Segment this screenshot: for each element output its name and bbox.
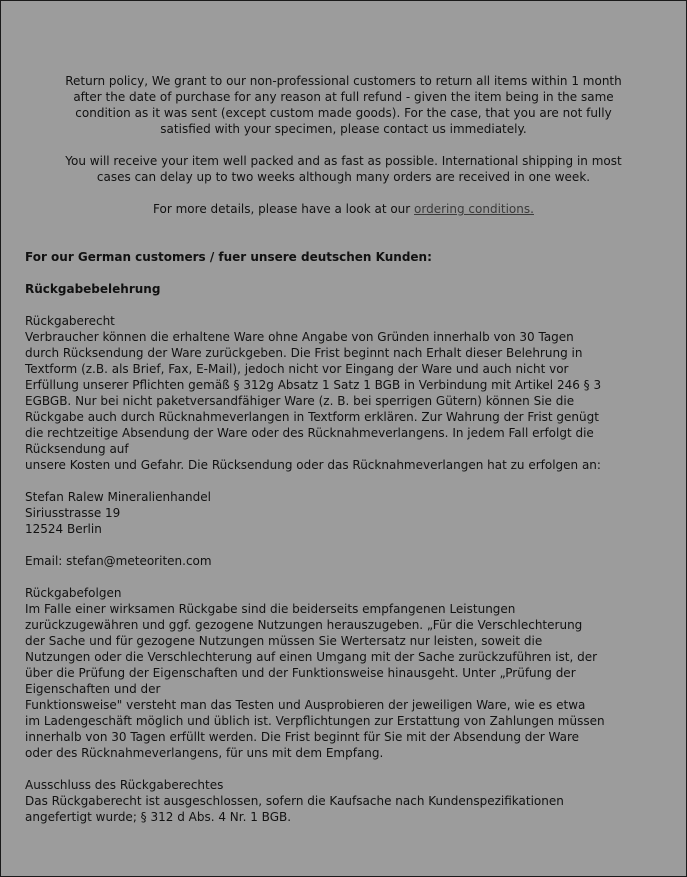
text-line: Nutzungen oder die Verschlechterung auf einen Umgang mit der Sache zurückzuführen ist, der — [25, 650, 598, 664]
text-line: after the date of purchase for any reason at full refund - given the item being in the same — [73, 90, 614, 104]
text-line: unsere Kosten und Gefahr. Die Rücksendung oder das Rücknahmeverlangen hat zu erfolgen an: — [25, 458, 601, 472]
section-heading: Rückgabefolgen — [25, 586, 122, 600]
text-line: Rücksendung auf — [25, 442, 129, 456]
text-line: satisfied with your specimen, please contact us immediately. — [160, 122, 527, 136]
section-heading: Ausschluss des Rückgaberechtes — [25, 778, 224, 792]
text-line: zurückzugewähren und ggf. gezogene Nutzungen herauszugeben. „Für die Verschlechterung — [25, 618, 583, 632]
text-line: Rückgabe auch durch Rücknahmeverlangen in Textform erklären. Zur Wahrung der Frist genügt — [25, 410, 599, 424]
text-line: innerhalb von 30 Tagen erfüllt werden. Die Frist beginnt für Sie mit der Absendung der Ware — [25, 730, 580, 744]
german-customers-heading: For our German customers / fuer unsere deutschen Kunden: — [25, 250, 432, 264]
text-line: angefertigt wurde; § 312 d Abs. 4 Nr. 1 BGB. — [25, 810, 292, 824]
return-policy-paragraph — [1, 73, 686, 137]
rueckgabefolgen-section — [1, 585, 686, 761]
email-text: Email: stefan@meteoriten.com — [25, 554, 212, 568]
text-line: durch Rücksendung der Ware zurückgeben. Die Frist beginnt nach Erhalt dieser Belehrung in — [25, 346, 583, 360]
text-line: die rechtzeitige Absendung der Ware oder des Rücknahmeverlangens. In jedem Fall erfolgt die — [25, 426, 594, 440]
rueckgaberecht-section — [1, 313, 686, 473]
street: Siriusstrasse 19 — [25, 506, 121, 520]
details-paragraph — [1, 201, 686, 217]
text-line: Das Rückgaberecht ist ausgeschlossen, sofern die Kaufsache nach Kundenspezifikationen — [25, 794, 564, 808]
text-line: Eigenschaften und der — [25, 682, 161, 696]
text-line: EGBGB. Nur bei nicht paketversandfähiger Ware (z. B. bei sperrigen Gütern) können Sie die — [25, 394, 575, 408]
section-heading: Rückgaberecht — [25, 314, 115, 328]
rueckgabebelehrung-title: Rückgabebelehrung — [25, 282, 161, 296]
text-line: You will receive your item well packed and as fast as possible. International shipping in most — [65, 154, 622, 168]
address-block — [1, 489, 686, 537]
details-text: For more details, please have a look at our — [153, 202, 415, 216]
text-line: Textform (z.B. als Brief, Fax, E-Mail), jedoch nicht vor Eingang der Ware und auch nicht vor — [25, 362, 569, 376]
text-line: Im Falle einer wirksamen Rückgabe sind die beiderseits empfangenen Leistungen — [25, 602, 516, 616]
text-line: cases can delay up to two weeks although many orders are received in one week. — [96, 170, 591, 184]
text-line: Funktionsweise" versteht man das Testen und Ausprobieren der jeweiligen Ware, wie es etwa — [25, 698, 586, 712]
text-line: Return policy, We grant to our non-professional customers to return all items within 1 month — [65, 74, 622, 88]
text-line: oder des Rücknahmeverlangens, für uns mit dem Empfang. — [25, 746, 384, 760]
text-line: Erfüllung unserer Pflichten gemäß § 312g Absatz 1 Satz 1 BGB in Verbindung mit Artikel 246 § 3 — [25, 378, 602, 392]
text-line: Verbraucher können die erhaltene Ware ohne Angabe von Gründen innerhalb von 30 Tagen — [25, 330, 574, 344]
city: 12524 Berlin — [25, 522, 102, 536]
text-line: condition as it was sent (except custom made goods). For the case, that you are not fully — [75, 106, 612, 120]
text-line: über die Prüfung der Eigenschaften und der Funktionsweise hinausgeht. Unter „Prüfung der — [25, 666, 576, 680]
text-line: der Sache und für gezogene Nutzungen müssen Sie Wertersatz nur leisten, soweit die — [25, 634, 543, 648]
company-name: Stefan Ralew Mineralienhandel — [25, 490, 211, 504]
ausschluss-section — [1, 777, 686, 825]
ordering-conditions-link[interactable]: ordering conditions. — [414, 202, 534, 216]
text-line: im Ladengeschäft möglich und üblich ist. Verpflichtungen zur Erstattung von Zahlungen müssen — [25, 714, 605, 728]
shipping-paragraph — [1, 153, 686, 185]
